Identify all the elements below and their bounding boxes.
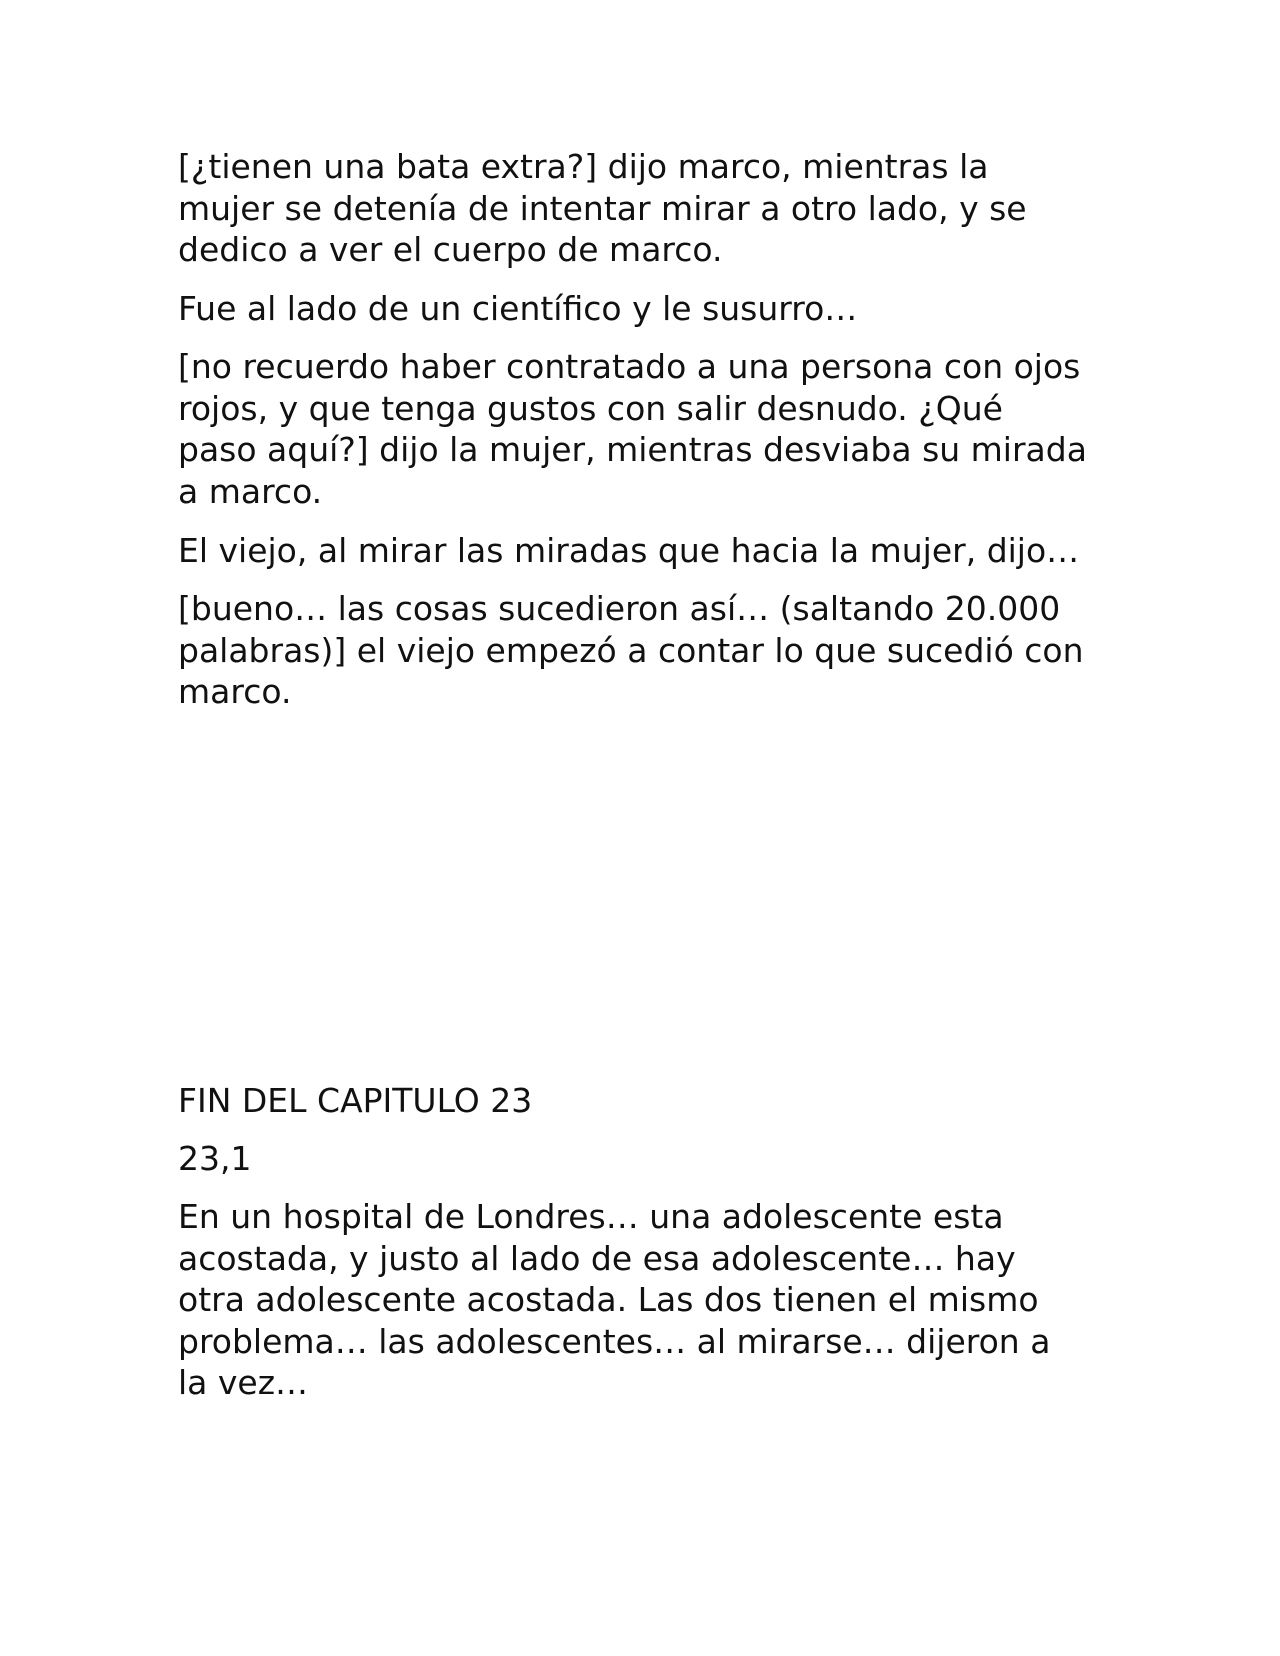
paragraph-hospital-londres <box>178 1196 1118 1404</box>
paragraph-bueno <box>178 588 1118 713</box>
paragraph-ojos-rojos <box>178 346 1118 512</box>
chapter-end-heading <box>178 1080 1118 1122</box>
text-line: [¿tienen una bata extra?] dijo marco, mientras la <box>178 147 989 186</box>
text-line: paso aquí?] dijo la mujer, mientras desviaba su mirada <box>178 430 1087 469</box>
text-line: marco. <box>178 672 292 711</box>
text-line: [no recuerdo haber contratado a una persona con ojos <box>178 347 1081 386</box>
text-line: problema… las adolescentes… al mirarse… dijeron a <box>178 1321 1051 1361</box>
paragraph-el-viejo <box>178 530 1118 572</box>
text-line: El viejo, al mirar las miradas que hacia la mujer, dijo… <box>178 531 1080 570</box>
text-line: acostada, y justo al lado de esa adolescente… hay <box>178 1238 1016 1278</box>
paragraph-susurro <box>178 288 1118 330</box>
text-line: la vez… <box>178 1363 309 1402</box>
text-line: Fue al lado de un científico y le susurro… <box>178 289 858 328</box>
text-line: mujer se detenía de intentar mirar a otro lado, y se <box>178 188 1027 228</box>
section-number <box>178 1138 1118 1180</box>
text-line: 23,1 <box>178 1139 252 1178</box>
text-line: dedico a ver el cuerpo de marco. <box>178 230 723 269</box>
text-line: [bueno… las cosas sucedieron así… (saltando 20.000 <box>178 589 1061 628</box>
text-line: palabras)] el viejo empezó a contar lo que sucedió con <box>178 630 1084 670</box>
paragraph-bata-extra <box>178 146 1118 271</box>
text-line: a marco. <box>178 471 323 511</box>
text-line: En un hospital de Londres… una adolescente esta <box>178 1197 1004 1236</box>
text-line: otra adolescente acostada. Las dos tienen el mismo <box>178 1280 1039 1319</box>
text-line: rojos, y que tenga gustos con salir desnudo. ¿Qué <box>178 388 1003 428</box>
text-line: FIN DEL CAPITULO 23 <box>178 1081 533 1120</box>
